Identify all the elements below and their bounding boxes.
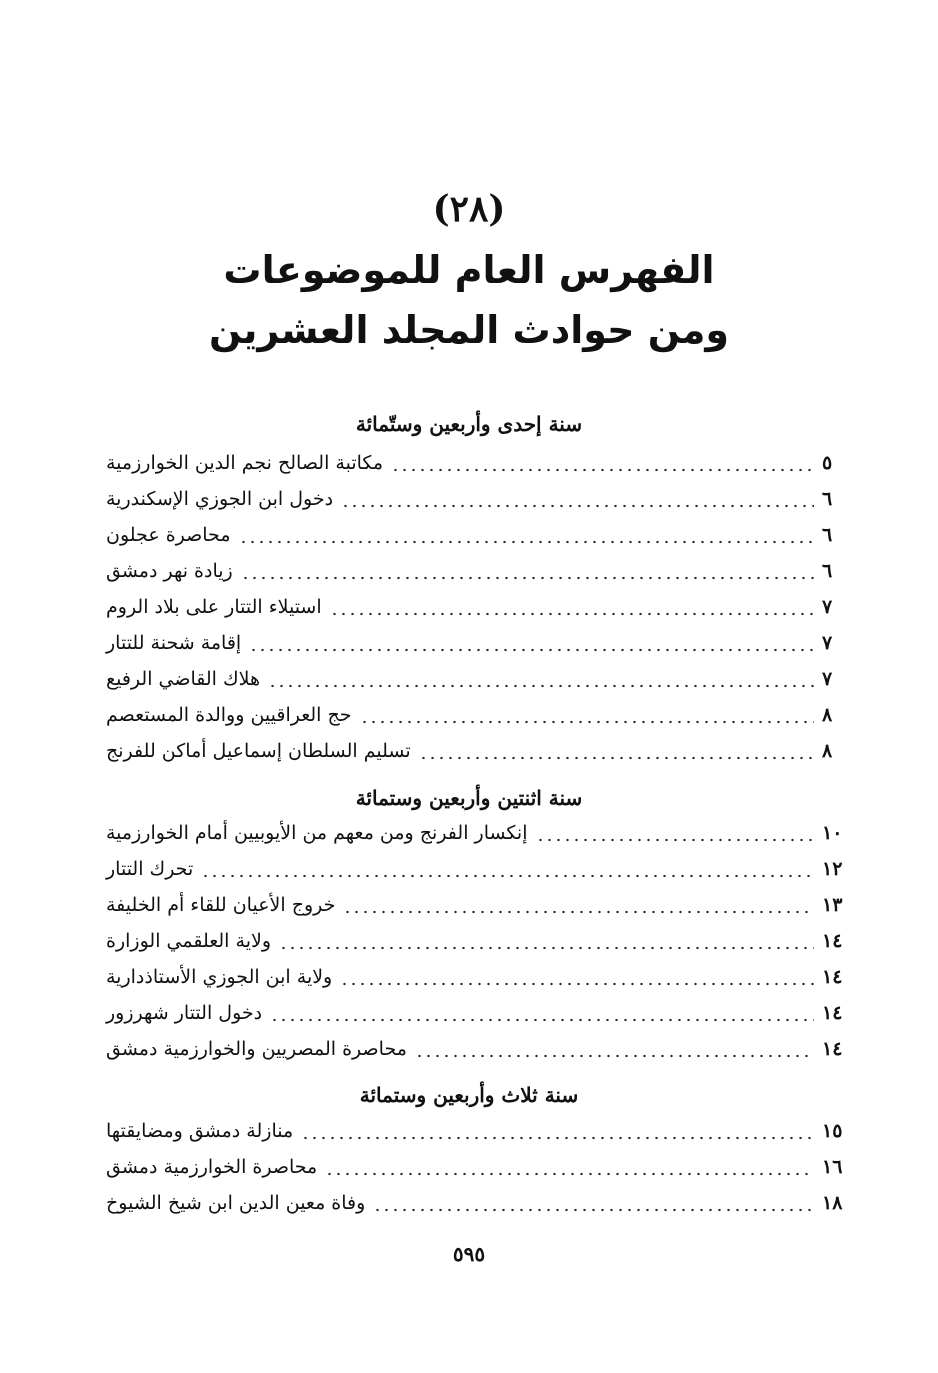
entry-page-number: ٧ <box>822 632 833 654</box>
toc-entry[interactable] <box>100 553 850 589</box>
toc-entry[interactable] <box>100 851 850 887</box>
entry-title: خروج الأعيان للقاء أم الخليفة <box>106 894 336 916</box>
dot-leader <box>325 1149 814 1185</box>
dot-leader <box>301 1113 814 1149</box>
dot-leader <box>373 1185 814 1221</box>
dot-leader <box>415 1031 814 1067</box>
entry-title: محاصرة الخوارزمية دمشق <box>106 1156 318 1178</box>
index-subtitle: ومن حوادث المجلد العشرين <box>208 308 730 352</box>
dot-leader <box>268 661 814 697</box>
entry-page-number: ١٤ <box>822 966 843 988</box>
section-heading: سنة ثلاث وأربعين وستمائة <box>359 1083 579 1107</box>
entry-title: محاصرة عجلون <box>106 524 231 546</box>
toc-entry[interactable] <box>100 481 850 517</box>
entry-page-number: ١٤ <box>822 1038 843 1060</box>
index-title: الفهرس العام للموضوعات <box>223 248 715 292</box>
dot-leader <box>330 589 814 625</box>
entry-page-number: ١٠ <box>822 822 843 844</box>
entry-title: تسليم السلطان إسماعيل أماكن للفرنج <box>106 740 411 762</box>
section-heading: سنة إحدى وأربعين وستّمائة <box>355 412 583 436</box>
year-section-643 <box>0 1076 938 1114</box>
dot-leader <box>201 851 814 887</box>
dot-leader <box>241 553 814 589</box>
entry-page-number: ٦ <box>822 488 833 510</box>
toc-entry[interactable] <box>100 733 850 769</box>
entry-page-number: ١٤ <box>822 930 843 952</box>
toc-entry[interactable] <box>100 625 850 661</box>
entry-page-number: ١٢ <box>822 858 843 880</box>
toc-entry[interactable] <box>100 1031 850 1067</box>
toc-entry[interactable] <box>100 1113 850 1149</box>
section-heading: سنة اثنتين وأربعين وستمائة <box>355 786 583 810</box>
entry-page-number: ١٤ <box>822 1002 843 1024</box>
entry-title: إنكسار الفرنج ومن معهم من الأيوبيين أمام الخوارزمية <box>106 822 528 844</box>
dot-leader <box>279 923 814 959</box>
dot-leader <box>249 625 814 661</box>
entry-page-number: ١٥ <box>822 1120 843 1142</box>
entry-page-number: ٥ <box>822 452 833 474</box>
entry-title: زيادة نهر دمشق <box>106 560 233 582</box>
toc-entry[interactable] <box>100 517 850 553</box>
entry-title: محاصرة المصريين والخوارزمية دمشق <box>106 1038 407 1060</box>
toc-entry[interactable] <box>100 995 850 1031</box>
toc-entry[interactable] <box>100 815 850 851</box>
entry-page-number: ١٣ <box>822 894 843 916</box>
dot-leader <box>341 481 814 517</box>
entry-title: تحرك التتار <box>106 858 194 880</box>
dot-leader <box>340 959 814 995</box>
entry-title: ولاية العلقمي الوزارة <box>106 930 271 952</box>
entry-title: استيلاء التتار على بلاد الروم <box>106 596 322 618</box>
toc-entry[interactable] <box>100 697 850 733</box>
entry-page-number: ١٦ <box>822 1156 843 1178</box>
dot-leader <box>419 733 814 769</box>
entry-title: هلاك القاضي الرفيع <box>106 668 261 690</box>
toc-entry[interactable] <box>100 1185 850 1221</box>
dot-leader <box>270 995 814 1031</box>
dot-leader <box>239 517 814 553</box>
entry-page-number: ٦ <box>822 524 833 546</box>
entry-title: وفاة معين الدين ابن شيخ الشيوخ <box>106 1192 366 1214</box>
toc-entry[interactable] <box>100 923 850 959</box>
toc-entry[interactable] <box>100 589 850 625</box>
toc-entry[interactable] <box>100 887 850 923</box>
toc-entry[interactable] <box>100 959 850 995</box>
entry-page-number: ٦ <box>822 560 833 582</box>
toc-entry[interactable] <box>100 1149 850 1185</box>
entry-page-number: ٨ <box>822 704 833 726</box>
entry-title: دخول التتار شهرزور <box>106 1002 263 1024</box>
dot-leader <box>391 445 814 481</box>
toc-entry[interactable] <box>100 661 850 697</box>
year-section-642 <box>0 779 938 817</box>
dot-leader <box>343 887 814 923</box>
chapter-number: (٢٨) <box>432 188 506 230</box>
entry-page-number: ٨ <box>822 740 833 762</box>
year-section-641 <box>0 405 938 443</box>
entry-page-number: ٧ <box>822 596 833 618</box>
entry-page-number: ١٨ <box>822 1192 843 1214</box>
entry-title: إقامة شحنة للتتار <box>106 632 242 654</box>
toc-entry[interactable] <box>100 445 850 481</box>
dot-leader <box>360 697 814 733</box>
entry-title: منازلة دمشق ومضايقتها <box>106 1120 294 1142</box>
page-number: ٥٩٥ <box>452 1242 486 1266</box>
entry-page-number: ٧ <box>822 668 833 690</box>
entry-title: حج العراقيين ووالدة المستعصم <box>106 704 352 726</box>
dot-leader <box>536 815 815 851</box>
entry-title: مكاتبة الصالح نجم الدين الخوارزمية <box>106 452 384 474</box>
entry-title: ولاية ابن الجوزي الأستاذدارية <box>106 966 333 988</box>
entry-title: دخول ابن الجوزي الإسكندرية <box>106 488 334 510</box>
